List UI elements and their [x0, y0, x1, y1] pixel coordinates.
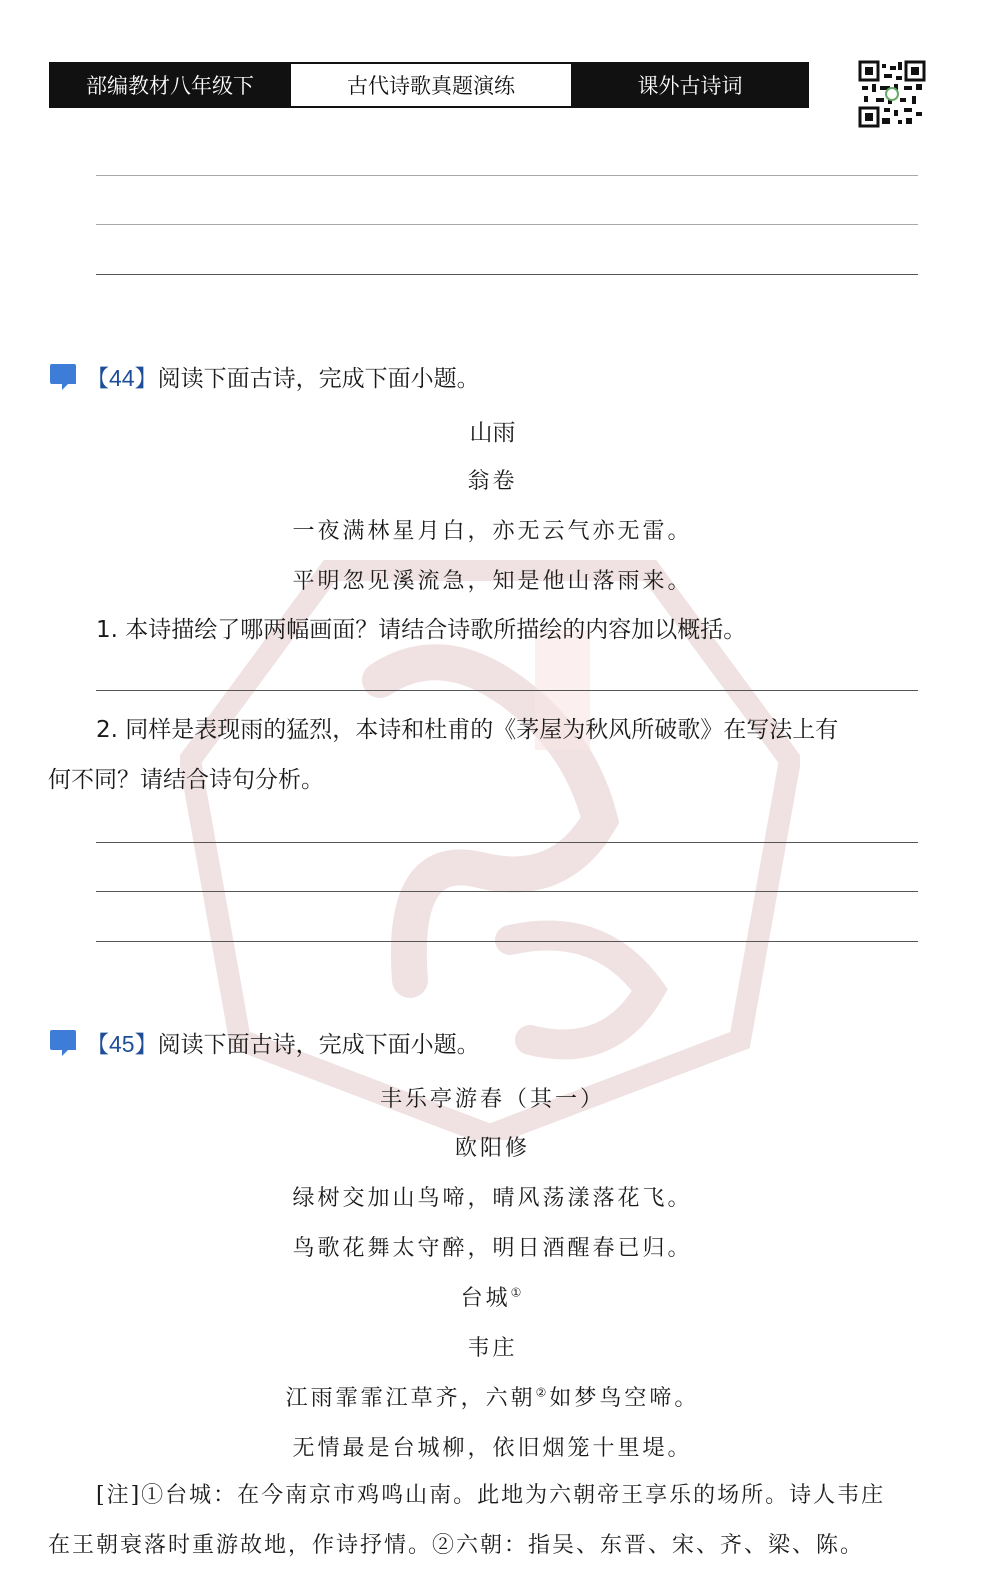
- poem-line: 鸟歌花舞太守醉，明日酒醒春已归。: [292, 1236, 693, 1261]
- question-header-44: [48, 360, 480, 393]
- poem-title: 丰乐亭游春（其一）: [379, 1087, 605, 1112]
- poem-line: [0, 1381, 985, 1412]
- poem-line: 无情最是台城柳，依旧烟笼十里堤。: [292, 1436, 693, 1461]
- poem-title-text: 台城: [460, 1286, 511, 1311]
- sub-question-2: 2. 同样是表现雨的猛烈，本诗和杜甫的《茅屋为秋风所破歌》在写法上有: [96, 717, 839, 743]
- footnote-line: 在王朝衰落时重游故地，作诗抒情。②六朝：指吴、东晋、宋、齐、梁、陈。: [48, 1533, 865, 1558]
- sub-question-1: 1. 本诗描绘了哪两幅画面？请结合诗歌所描绘的内容加以概括。: [96, 617, 747, 643]
- answer-line: [96, 891, 918, 892]
- poem-author: 欧阳修: [454, 1136, 530, 1161]
- qr-code-icon: [858, 60, 926, 128]
- question-number: 【44】: [86, 365, 158, 391]
- poem-author: 韦庄: [467, 1336, 518, 1361]
- footnote-marker: ②: [535, 1385, 550, 1400]
- header-bar: [49, 62, 809, 108]
- poem-title: [0, 1281, 985, 1312]
- poem-line: 平明忽见溪流急，知是他山落雨来。: [292, 569, 693, 594]
- answer-line: [96, 224, 918, 225]
- question-prompt: 阅读下面古诗，完成下面小题。: [157, 366, 480, 392]
- header-title: 古代诗歌真题演练: [289, 64, 573, 106]
- bookmark-icon: [48, 362, 78, 392]
- footnote-marker: ①: [510, 1285, 525, 1300]
- answer-line: [96, 690, 918, 691]
- footnote: [48, 1471, 938, 1571]
- answer-line: [96, 941, 918, 942]
- bookmark-icon: [48, 1028, 78, 1058]
- footnote-line: [注]①台城：在今南京市鸡鸣山南。此地为六朝帝王享乐的场所。诗人韦庄: [96, 1483, 886, 1508]
- question-header-45: [48, 1026, 480, 1059]
- answer-line: [96, 175, 918, 176]
- poem-line: 绿树交加山鸟啼，晴风荡漾落花飞。: [292, 1186, 693, 1211]
- header-grade: 部编教材八年级下: [51, 64, 289, 106]
- poem-line: 一夜满林星月白，亦无云气亦无雷。: [292, 519, 693, 544]
- answer-line: [96, 274, 918, 275]
- poem-line-part: 江雨霏霏江草齐，六朝: [285, 1386, 536, 1411]
- poem-title: 山雨: [469, 420, 516, 446]
- poem-line-part: 如梦鸟空啼。: [549, 1386, 700, 1411]
- question-number: 【45】: [86, 1031, 158, 1057]
- poem-author: 翁卷: [467, 469, 518, 494]
- sub-question-2-cont: 何不同？请结合诗句分析。: [48, 767, 324, 793]
- answer-line: [96, 842, 918, 843]
- question-prompt: 阅读下面古诗，完成下面小题。: [157, 1032, 480, 1058]
- header-category: 课外古诗词: [573, 64, 807, 106]
